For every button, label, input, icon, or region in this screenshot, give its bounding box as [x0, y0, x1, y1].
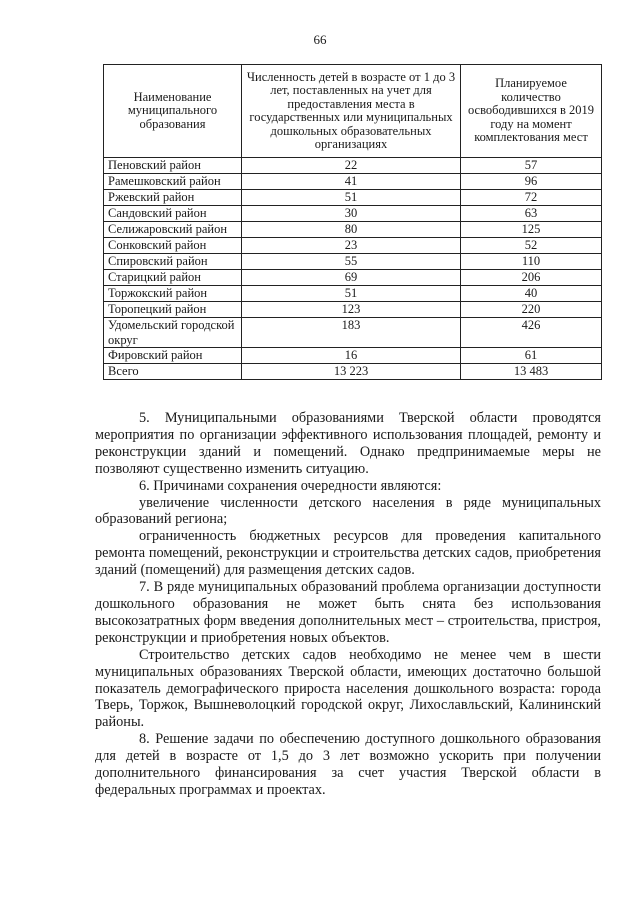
- municipality-cell: Сонковский район: [104, 238, 242, 254]
- municipality-cell: Пеновский район: [104, 158, 242, 174]
- municipality-cell: Торжокский район: [104, 286, 242, 302]
- municipality-cell: Сандовский район: [104, 206, 242, 222]
- table-row: [104, 206, 602, 222]
- children-count-cell: 51: [242, 286, 461, 302]
- paragraph: 7. В ряде муниципальных образований проблема организации доступности дошкольного образования не может быть снята без использования высокозатратных форм введения дополнительных мест – строительства, пристроя, реконструкции и приобретения новых объектов.: [95, 579, 601, 646]
- table-body: [104, 158, 602, 380]
- table-row: [104, 270, 602, 286]
- table-row: [104, 286, 602, 302]
- municipality-cell: Торопецкий район: [104, 302, 242, 318]
- municipality-cell: Ржевский район: [104, 190, 242, 206]
- planned-places-cell: 13 483: [461, 364, 602, 380]
- planned-places-cell: 61: [461, 348, 602, 364]
- body-text: [95, 410, 601, 799]
- children-count-cell: 41: [242, 174, 461, 190]
- children-count-cell: 22: [242, 158, 461, 174]
- header-planned-places: Планируемое количество освободившихся в 2019 году на момент комплектования мест: [461, 65, 602, 158]
- children-count-cell: 183: [242, 318, 461, 348]
- header-children-count: Численность детей в возрасте от 1 до 3 лет, поставленных на учет для предоставления места в государственных или муниципальных дошкольных образовательных организациях: [242, 65, 461, 158]
- planned-places-cell: 125: [461, 222, 602, 238]
- planned-places-cell: 206: [461, 270, 602, 286]
- children-count-cell: 16: [242, 348, 461, 364]
- municipality-cell: Старицкий район: [104, 270, 242, 286]
- table-row: [104, 348, 602, 364]
- municipality-cell: Рамешковский район: [104, 174, 242, 190]
- municipality-cell: Удомельский городской округ: [104, 318, 242, 348]
- table-total-row: [104, 364, 602, 380]
- table-row: [104, 318, 602, 348]
- table-row: [104, 158, 602, 174]
- children-count-cell: 23: [242, 238, 461, 254]
- header-municipality: Наименование муниципального образования: [104, 65, 242, 158]
- municipality-cell: Фировский район: [104, 348, 242, 364]
- table-row: [104, 190, 602, 206]
- paragraph: 8. Решение задачи по обеспечению доступного дошкольного образования для детей в возрасте от 1,5 до 3 лет возможно ускорить при получении дополнительного финансирования за счет участия Тверской области в федеральных программах и проектах.: [95, 731, 601, 798]
- planned-places-cell: 110: [461, 254, 602, 270]
- table-row: [104, 174, 602, 190]
- children-count-cell: 69: [242, 270, 461, 286]
- planned-places-cell: 96: [461, 174, 602, 190]
- municipality-cell: Селижаровский район: [104, 222, 242, 238]
- table-row: [104, 302, 602, 318]
- table-header-row: [104, 65, 602, 158]
- children-count-cell: 30: [242, 206, 461, 222]
- children-count-cell: 80: [242, 222, 461, 238]
- paragraph: Строительство детских садов необходимо не менее чем в шести муниципальных образованиях Тверской области, имеющих достаточно большой показатель демографического прироста населения дошкольного возраста: города Тверь, Торжок, Вышневолоцкий городской округ, Лихославльский, Калининский районы.: [95, 646, 601, 731]
- children-count-cell: 51: [242, 190, 461, 206]
- children-count-cell: 123: [242, 302, 461, 318]
- table-row: [104, 238, 602, 254]
- planned-places-cell: 72: [461, 190, 602, 206]
- paragraph: 6. Причинами сохранения очередности являются:: [139, 477, 442, 494]
- planned-places-cell: 426: [461, 318, 602, 348]
- planned-places-cell: 63: [461, 206, 602, 222]
- planned-places-cell: 220: [461, 302, 602, 318]
- children-count-cell: 55: [242, 254, 461, 270]
- children-count-cell: 13 223: [242, 364, 461, 380]
- table-row: [104, 222, 602, 238]
- page-number: 66: [313, 32, 327, 47]
- paragraph: ограниченность бюджетных ресурсов для проведения капитального ремонта помещений, реконструкции и строительства детских садов, приобретения зданий (помещений) для размещения детских садов.: [95, 528, 601, 579]
- paragraph: 5. Муниципальными образованиями Тверской области проводятся мероприятия по организации эффективного использования площадей, ремонту и реконструкции зданий и помещений. Однако предпринимаемые меры не позволяют существенно изменить ситуацию.: [95, 410, 601, 477]
- planned-places-cell: 52: [461, 238, 602, 254]
- planned-places-cell: 57: [461, 158, 602, 174]
- municipality-cell: Всего: [104, 364, 242, 380]
- municipal-data-table: [103, 64, 602, 380]
- municipality-cell: Спировский район: [104, 254, 242, 270]
- planned-places-cell: 40: [461, 286, 602, 302]
- table-row: [104, 254, 602, 270]
- paragraph: увеличение численности детского населения в ряде муниципальных образований региона;: [95, 494, 601, 528]
